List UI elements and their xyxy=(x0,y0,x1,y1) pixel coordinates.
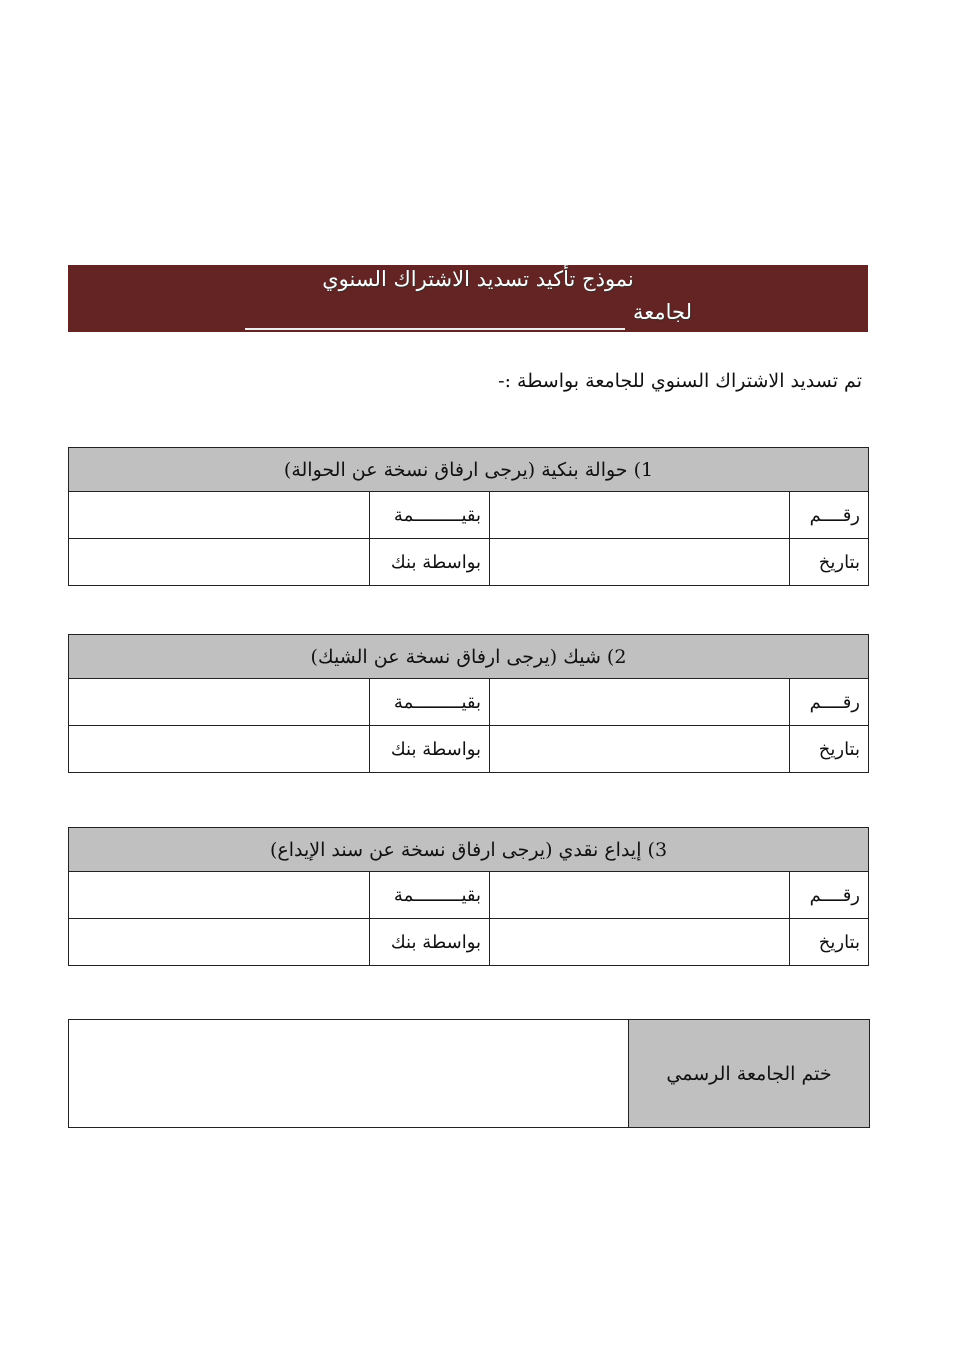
bank-field[interactable] xyxy=(69,539,370,586)
bank-label: بواسطة بنك xyxy=(370,539,490,586)
number-label: رقــــم xyxy=(790,492,869,539)
amount-field[interactable] xyxy=(69,872,370,919)
cheque-table xyxy=(68,634,869,773)
stamp-box[interactable] xyxy=(68,1019,870,1128)
section-title: 2) شيك (يرجى ارفاق نسخة عن الشيك) xyxy=(69,635,869,679)
date-label: بتاريخ xyxy=(790,919,869,966)
number-field[interactable] xyxy=(490,679,790,726)
bank-field[interactable] xyxy=(69,919,370,966)
amount-label: بقيـــــــــمة xyxy=(370,679,490,726)
intro-text: تم تسديد الاشتراك السنوي للجامعة بواسطة :- xyxy=(498,370,862,392)
section-title: 3) إيداع نقدي (يرجى ارفاق نسخة عن سند الإيداع) xyxy=(69,828,869,872)
form-title: نموذج تأكيد تسديد الاشتراك السنوي xyxy=(322,267,634,291)
number-label: رقــــم xyxy=(790,872,869,919)
university-name-field[interactable] xyxy=(245,328,625,330)
number-field[interactable] xyxy=(490,872,790,919)
title-band xyxy=(68,265,868,332)
university-label: لجامعة xyxy=(633,300,692,324)
bank-label: بواسطة بنك xyxy=(370,726,490,773)
date-label: بتاريخ xyxy=(790,726,869,773)
bank-transfer-table xyxy=(68,447,869,586)
number-field[interactable] xyxy=(490,492,790,539)
bank-field[interactable] xyxy=(69,726,370,773)
amount-label: بقيـــــــــمة xyxy=(370,492,490,539)
stamp-label: ختم الجامعة الرسمي xyxy=(628,1020,869,1127)
bank-label: بواسطة بنك xyxy=(370,919,490,966)
section-title: 1) حوالة بنكية (يرجى ارفاق نسخة عن الحوالة) xyxy=(69,448,869,492)
date-label: بتاريخ xyxy=(790,539,869,586)
date-field[interactable] xyxy=(490,919,790,966)
date-field[interactable] xyxy=(490,539,790,586)
amount-field[interactable] xyxy=(69,492,370,539)
cash-deposit-table xyxy=(68,827,869,966)
date-field[interactable] xyxy=(490,726,790,773)
number-label: رقــــم xyxy=(790,679,869,726)
amount-field[interactable] xyxy=(69,679,370,726)
amount-label: بقيـــــــــمة xyxy=(370,872,490,919)
